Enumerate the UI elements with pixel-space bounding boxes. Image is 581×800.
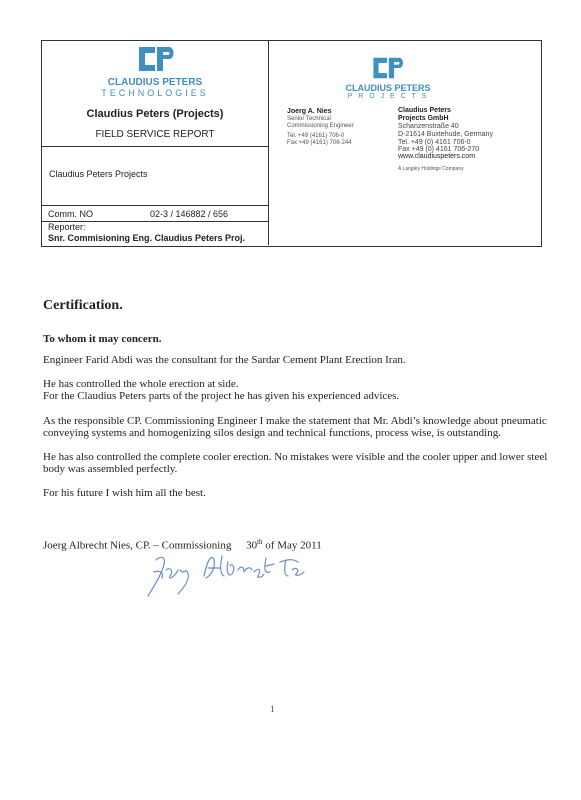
header-rule xyxy=(41,205,269,206)
card-fax: Fax +49 (4161) 706-244 xyxy=(287,140,352,146)
card-web: www.claudiuspeters.com xyxy=(398,153,476,160)
card-role-2: Commissioning Engineer xyxy=(287,123,354,129)
card-company-1: Claudius Peters xyxy=(398,107,451,114)
card-wordmark: CLAUDIUS PETERS xyxy=(345,83,431,93)
header-rule xyxy=(41,146,269,147)
report-title: FIELD SERVICE REPORT xyxy=(95,129,215,140)
card-fax2: Fax +49 (0) 4161 706-270 xyxy=(398,146,480,153)
paragraph-2a: He has controlled the whole erection at side. xyxy=(43,378,239,390)
reporter-label: Reporter: xyxy=(48,222,86,232)
card-tel: Tel. +49 (4161) 706-0 xyxy=(287,133,345,139)
paragraph-5: For his future I wish him all the best. xyxy=(43,487,206,499)
cp-logo-icon xyxy=(370,55,406,81)
reporter-value: Snr. Commisioning Eng. Claudius Peters Proj. xyxy=(48,233,246,243)
paragraph-4a: He has also controlled the complete cooler erection. No mistakes were visible and the cooler upper and lower steel xyxy=(43,451,548,463)
card-subtitle: P R O J E C T S xyxy=(347,93,429,100)
header-divider xyxy=(268,40,269,245)
date-day: 30 xyxy=(246,539,258,552)
comm-value: 02-3 / 146882 / 656 xyxy=(150,209,229,219)
card-tel2: Tel. +49 (0) 4161 706-0 xyxy=(398,139,471,146)
card-city: D-21614 Buxtehude, Germany xyxy=(398,131,493,138)
cp-logo-icon xyxy=(135,44,177,74)
paragraph-2b: For the Claudius Peters parts of the project he has given his experienced advices. xyxy=(43,390,400,402)
logo-subtitle: TECHNOLOGIES xyxy=(101,88,209,98)
page-number: 1 xyxy=(270,704,275,714)
letter-title: Certification. xyxy=(43,298,123,313)
signature-image xyxy=(140,548,310,600)
signer-name: Joerg Albrecht Nies, CP. – Commissioning xyxy=(43,539,232,552)
paragraph-1: Engineer Farid Abdi was the consultant for the Sardar Cement Plant Erection Iran. xyxy=(43,354,406,366)
paragraph-4b: body was assembled perfectly. xyxy=(43,463,178,475)
card-company-2: Projects GmbH xyxy=(398,115,449,122)
letter-salutation: To whom it may concern. xyxy=(43,333,162,345)
card-name: Joerg A. Nies xyxy=(287,108,332,115)
card-role-1: Senior Technical xyxy=(287,116,331,122)
client-name: Claudius Peters Projects xyxy=(49,169,148,179)
paragraph-3a: As the responsible CP. Commissioning Engineer I make the statement that Mr. Abdi’s knowledge about pneumatic xyxy=(43,415,547,427)
date-rest: of May 2011 xyxy=(262,539,322,552)
company-title: Claudius Peters (Projects) xyxy=(86,108,224,120)
logo-wordmark: CLAUDIUS PETERS xyxy=(107,77,203,88)
date-suffix: th xyxy=(257,538,263,546)
comm-label: Comm. NO xyxy=(48,209,93,219)
card-group: A Langley Holdings Company xyxy=(398,166,464,172)
paragraph-3b: conveying systems and homogenizing silos design and technical functions, process wise, is outstanding. xyxy=(43,427,501,439)
card-street: Schanzenstraße 40 xyxy=(398,123,459,130)
